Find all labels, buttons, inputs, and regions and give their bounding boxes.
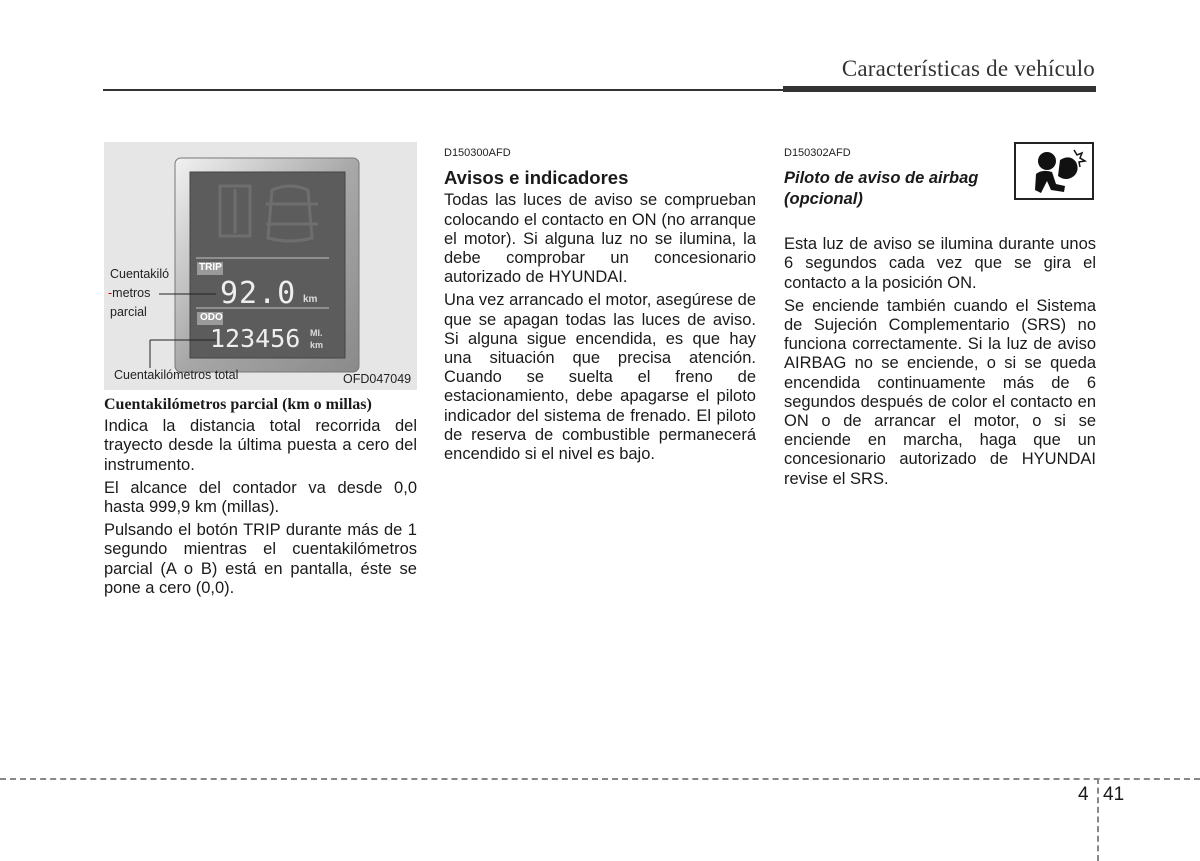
trip-value: 92.0 bbox=[220, 276, 297, 311]
odo-unit-km: km bbox=[310, 340, 324, 350]
odo-value: 123456 bbox=[210, 324, 301, 353]
odo-unit-mi: MI. bbox=[310, 328, 323, 338]
paragraph: Esta luz de aviso se ilumina durante unos 6 segundos cada vez que se gira el contacto a la posición ON. bbox=[784, 235, 1096, 292]
section-heading-line2: (opcional) bbox=[784, 190, 863, 209]
trip-label-line3: parcial bbox=[110, 305, 147, 319]
paragraph: Indica la distancia total recorrida del trayecto desde la última puesta a cero del instrumento. bbox=[104, 417, 417, 474]
paragraph: Todas las luces de aviso se comprueban colocando el contacto en ON (no arranque el motor). Si alguna luz no se ilumina, la debe comprobar un concesionario autorizado de HYUNDAI. bbox=[444, 191, 756, 287]
odometer-figure bbox=[104, 142, 417, 390]
header-rule-thin bbox=[103, 89, 783, 91]
trip-unit: km bbox=[303, 294, 318, 305]
column-2 bbox=[444, 144, 756, 468]
section-heading: Avisos e indicadores bbox=[444, 167, 629, 189]
section-code: D150302AFD bbox=[784, 147, 851, 159]
paragraph: Pulsando el botón TRIP durante más de 1 segundo mientras el cuentakilómetros parcial (A o B) está en pantalla, éste se pone a cero (0,0). bbox=[104, 521, 417, 597]
chapter-number: 4 bbox=[1078, 784, 1089, 805]
header-rule-thick bbox=[783, 86, 1096, 92]
trip-label-line2: -metros bbox=[108, 286, 151, 300]
page-header-title: Características de vehículo bbox=[841, 56, 1095, 81]
footer-dashed-rule bbox=[0, 778, 1200, 780]
paragraph: El alcance del contador va desde 0,0 hasta 999,9 km (millas). bbox=[104, 478, 417, 517]
paragraph: Una vez arrancado el motor, asegúrese de que se apagan todas las luces de aviso. Si alguna sigue encendida, es que hay una situación que precisa atención. Cuando se suelta el freno de estacionamiento, debe apagarse el piloto indicador del sistema de frenado. El piloto de reserva de combustible permanecerá encendido si el nivel es bajo. bbox=[444, 291, 756, 464]
footer-vertical-rule bbox=[1097, 778, 1099, 861]
trip-tag: TRIP bbox=[199, 262, 222, 273]
column-1 bbox=[104, 395, 417, 602]
trip-label-line2-text: metros bbox=[112, 286, 151, 300]
trip-section-heading: Cuentakilómetros parcial (km o millas) bbox=[104, 396, 372, 413]
page-number: 41 bbox=[1103, 784, 1125, 805]
airbag-warning-icon bbox=[1014, 142, 1094, 200]
figure-code: OFD047049 bbox=[343, 372, 412, 386]
total-label: Cuentakilómetros total bbox=[114, 368, 239, 382]
section-code: D150300AFD bbox=[444, 147, 511, 159]
trip-label-line1: Cuentakiló bbox=[110, 267, 170, 281]
section-heading-line1: Piloto de aviso de airbag bbox=[784, 169, 979, 188]
odo-tag: ODO bbox=[200, 312, 223, 323]
paragraph: Se enciende también cuando el Sistema de Sujeción Complementario (SRS) no funciona correctamente. Si la luz de aviso AIRBAG no se enciende, o si se queda encendida continuamente más de 6 segundos después de color el contacto en ON o de arrancar el motor, o si se enciende en marcha, haga que un concesionario autorizado de HYUNDAI revise el SRS. bbox=[784, 296, 1096, 488]
